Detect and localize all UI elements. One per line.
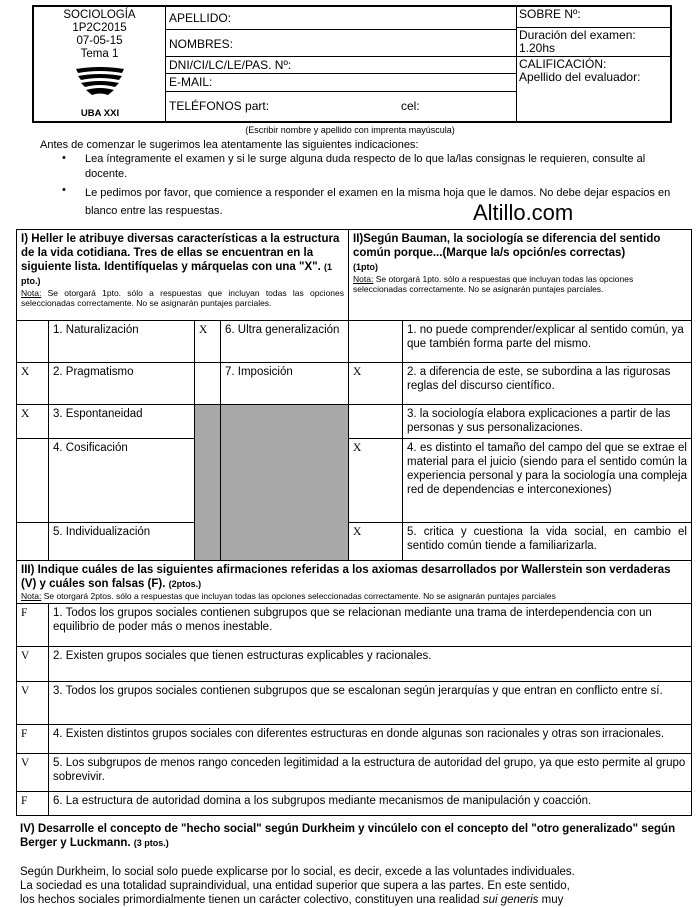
q2-note: Se otorgará 1pto. sólo a respuestas que incluyan todas las opciones seleccionadas correctamente. No se asignarán puntajes parciales. — [353, 274, 634, 294]
q1-option: 5. Individualización — [49, 523, 195, 561]
dni-field[interactable] — [166, 57, 516, 74]
q1-option: 1. Naturalización — [49, 321, 195, 363]
q1-option: 3. Espontaneidad — [49, 405, 195, 439]
q1-option: 4. Cosificación — [49, 439, 195, 523]
instructions-intro: Antes de comenzar le sugerimos lea atentamente las siguientes indicaciones: — [40, 139, 419, 151]
q3-header — [17, 561, 692, 604]
watermark: Altillo.com — [473, 200, 574, 225]
q3-answer-cell[interactable]: F — [17, 604, 49, 647]
cel-label: cel: — [401, 99, 420, 113]
header-course-cell — [34, 7, 166, 121]
q1-note: Se otorgará 1pto. sólo a respuestas que incluyan todas las opciones seleccionadas correctamente. No se asignarán puntajes parciales. — [21, 288, 344, 308]
q3-answer-cell[interactable]: V — [17, 647, 49, 682]
telefonos-field[interactable] — [166, 92, 516, 121]
duracion-label: Duración del examen: — [519, 28, 636, 42]
bullet-icon: • — [62, 152, 66, 164]
nombres-field[interactable] — [166, 30, 516, 57]
subject: SOCIOLOGÍA — [63, 9, 136, 21]
grey-filler — [195, 405, 221, 561]
instruction-bullet-1: Lea íntegramente el examen y si le surge alguna duda respecto de lo que la/las consignas le requieren, consulte al docente. — [85, 153, 646, 180]
q3-statement: 5. Los subgrupos de menos rango conceden legitimidad a la estructura de autoridad del grupo, ya que esto permite al grupo sobrevivir. — [49, 754, 692, 792]
q3-statement: 1. Todos los grupos sociales contienen subgrupos que se relacionan mediante una trama de interdependencia con un equilibrio de poder más o menos inestable. — [49, 604, 692, 647]
q1-title: I) Heller le atribuye diversas características a la estructura de la vida cotidiana. Tres de ellas se encuentran en la siguiente lista. Identifíquelas y márquelas con una "X". — [21, 233, 340, 273]
q1-points: (1 pto.) — [21, 262, 332, 286]
nombres-label: NOMBRES: — [169, 37, 234, 51]
q4-points: (3 ptos.) — [133, 838, 169, 848]
header-exam-cell — [516, 7, 670, 121]
calificacion-field — [519, 58, 640, 84]
q2-title: II)Según Bauman, la sociología se diferencia del sentido común porque...(Marque la/s opción/es correctas) — [353, 233, 661, 259]
q1-mark-cell[interactable] — [195, 363, 221, 405]
q2-option: 3. la sociología elabora explicaciones a partir de las personas y sus personalizaciones. — [403, 405, 692, 439]
q4-answer-line: Según Durkheim, lo social solo puede explicarse por lo social, es decir, excede a las voluntades individuales. — [20, 866, 575, 878]
q2-option: 5. critica y cuestiona la vida social, en cambio el sentido común tiende a familiarizarla. — [403, 523, 692, 561]
q3-statement: 3. Todos los grupos sociales contienen subgrupos que se escalonan según jerarquías y que entran en conflicto entre sí. — [49, 682, 692, 725]
q3-note: Se otorgará 2ptos. sólo a respuestas que incluyan todas las opciones seleccionadas correctamente. No se asignarán puntajes parciales — [41, 591, 556, 601]
q3-statement: 6. La estructura de autoridad domina a los subgrupos mediante mecanismos de manipulación y coacción. — [49, 792, 692, 816]
sobre-label: SOBRE Nº: — [519, 7, 581, 21]
q2-mark-cell[interactable]: X — [349, 363, 403, 405]
q2-mark-cell[interactable] — [349, 405, 403, 439]
q3-answer-cell[interactable]: F — [17, 725, 49, 754]
bullet-icon: • — [62, 184, 66, 196]
q2-option: 2. a diferencia de este, se subordina a las rigurosas reglas del discurso científico. — [403, 363, 692, 405]
grey-filler — [221, 405, 349, 561]
q4-answer-italic: sui generis — [482, 894, 539, 906]
q1-mark-cell[interactable] — [17, 321, 49, 363]
q4-title-block — [20, 822, 680, 850]
q4-title: IV) Desarrolle el concepto de "hecho social" según Durkheim y vincúlelo con el concepto del "otro generalizado" según Berger y Luckmann. — [20, 823, 676, 849]
duracion-field — [516, 28, 670, 57]
q1-mark-cell[interactable]: X — [17, 405, 49, 439]
telefonos-label: TELÉFONOS part: — [169, 99, 270, 113]
email-field[interactable] — [166, 74, 516, 92]
duracion-value: 1.20hs — [519, 41, 556, 55]
q3-answer-cell[interactable]: F — [17, 792, 49, 816]
questions-table-1-2 — [16, 229, 692, 561]
q3-points: (2ptos.) — [168, 579, 202, 589]
q3-note-label: Nota: — [21, 591, 42, 601]
q2-mark-cell[interactable]: X — [349, 523, 403, 561]
apellido-label: APELLIDO: — [169, 11, 232, 25]
q1-option: 7. Imposición — [221, 363, 349, 405]
calificacion-label: CALIFICACIÓN: — [519, 57, 607, 71]
evaluador-label: Apellido del evaluador: — [519, 70, 641, 84]
exam-date: 07-05-15 — [76, 35, 123, 47]
escribir-note: (Escribir nombre y apellido con imprenta mayúscula) — [245, 125, 455, 135]
q1-mark-cell[interactable] — [17, 439, 49, 523]
apellido-field[interactable] — [166, 7, 516, 30]
header-personal-cell — [166, 7, 517, 121]
q1-note-label: Nota: — [21, 288, 42, 298]
logo-text: UBA XXI — [80, 108, 120, 119]
exam-tema: Tema 1 — [80, 48, 119, 60]
q1-mark-cell[interactable]: X — [17, 363, 49, 405]
q1-mark-cell[interactable]: X — [195, 321, 221, 363]
q3-answer-cell[interactable]: V — [17, 682, 49, 725]
q1-mark-cell[interactable] — [17, 523, 49, 561]
email-label: E-MAIL: — [169, 75, 213, 89]
course-code: 1P2C2015 — [72, 22, 127, 34]
header-box — [32, 5, 672, 123]
q3-title: III) Indique cuáles de las siguientes afirmaciones referidas a los axiomas desarrollados por Wallerstein son verdaderas (V) y cuáles son falsas (F). — [21, 564, 671, 590]
q4-answer-text: los hechos sociales primordialmente tienen un carácter colectivo, constituyen una realidad — [20, 894, 483, 906]
q4-answer[interactable] — [20, 865, 690, 907]
q4-answer-text: muy — [538, 894, 564, 906]
sobre-field[interactable] — [516, 7, 670, 28]
q3-statement: 2. Existen grupos sociales que tienen estructuras explicables y racionales. — [49, 647, 692, 682]
dni-label: DNI/CI/LC/LE/PAS. Nº: — [169, 58, 292, 72]
q4-answer-line: La sociedad es una totalidad supraindividual, una entidad superior que supera a las partes. En este sentido, — [20, 880, 570, 892]
q2-mark-cell[interactable]: X — [349, 439, 403, 523]
q3-statement: 4. Existen distintos grupos sociales con diferentes estructuras en donde algunas son racionales y otras son irracionales. — [49, 725, 692, 754]
instruction-bullet-2: Le pedimos por favor, que comience a responder el examen en la misma hoja que le damos. No debe dejar espacios en blanco entre las respuestas. — [85, 187, 671, 217]
q1-option: 6. Ultra generalización — [221, 321, 349, 363]
questions-table-3 — [16, 560, 692, 816]
q2-option: 1. no puede comprender/explicar al sentido común, ya que también forma parte del mismo. — [403, 321, 692, 363]
uba-logo-icon — [74, 65, 126, 99]
q2-option: 4. es distinto el tamaño del campo del que se extrae el material para el juicio (siendo para el sentido común la experiencia personal y para la sociología una compleja red de dependencias e interconexiones) — [403, 439, 692, 523]
q4-answer-line — [20, 893, 690, 907]
q2-note-label: Nota: — [353, 274, 374, 284]
q1-option: 2. Pragmatismo — [49, 363, 195, 405]
q3-answer-cell[interactable]: V — [17, 754, 49, 792]
q1-header — [17, 230, 349, 321]
q2-mark-cell[interactable] — [349, 321, 403, 363]
q2-points: (1pto) — [353, 262, 378, 272]
q2-header — [349, 230, 692, 321]
